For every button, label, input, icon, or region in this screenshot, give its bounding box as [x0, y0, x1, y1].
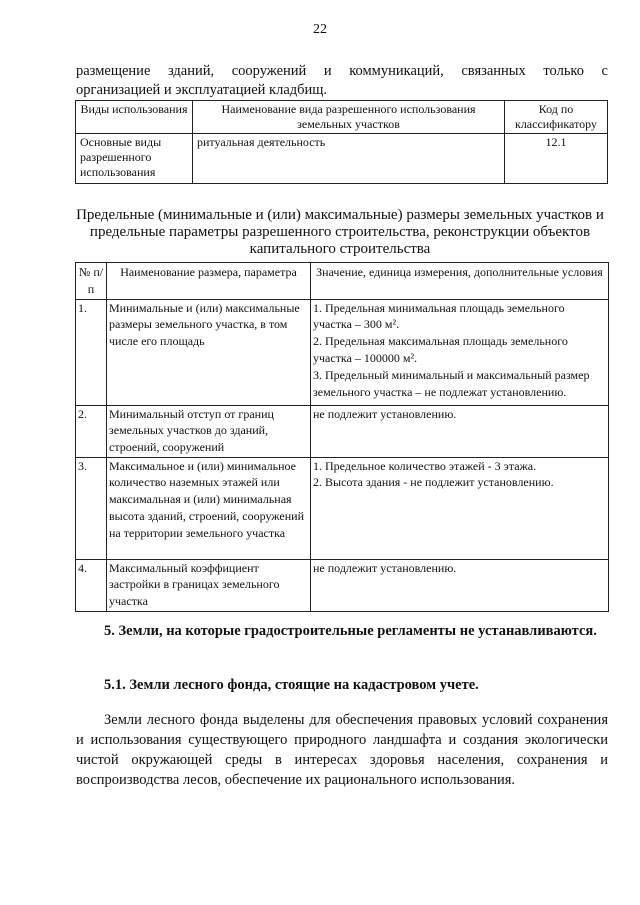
table-header-row [76, 101, 608, 134]
table-row [76, 299, 609, 405]
row-value [311, 299, 609, 405]
header-code: Код по классификатору [505, 101, 608, 134]
header-use-type: Виды использования [76, 101, 193, 134]
section-5-1-body: Земли лесного фонда выделены для обеспечения правовых условий сохранения и использования существующего природного ландшафта и создания экологически чистой окружающей среды в интересах здоровья населения, сохранения и воспроизводства лесов, обеспечение их рационального использования. [76, 712, 608, 788]
row-param: Максимальное и (или) минимальное количество наземных этажей или максимальная и (или) минимальная высота зданий, строений, сооружений на территории земельного участка [107, 457, 311, 559]
table-header-row [76, 263, 609, 300]
limits-table [75, 262, 609, 612]
cell-use-name: ритуальная деятельность [193, 134, 505, 184]
row-number: 1. [76, 299, 107, 405]
value-line: 2. Высота здания - не подлежит установлению. [313, 475, 554, 490]
intro-line-2: организацией и эксплуатацией кладбищ. [76, 82, 328, 98]
row-value [311, 405, 609, 457]
row-param: Минимальный отступ от границ земельных участков до зданий, строений, сооружений [107, 405, 311, 457]
table-row [76, 559, 609, 611]
row-number: 3. [76, 457, 107, 559]
row-param: Максимальный коэффициент застройки в границах земельного участка [107, 559, 311, 611]
value-line: не подлежит установлению. [313, 560, 457, 575]
table-row [76, 134, 608, 184]
value-line: 3. Предельный минимальный и максимальный размер земельного участка – не подлежат установлению. [313, 367, 590, 399]
permitted-use-table [75, 100, 608, 184]
row-param: Минимальные и (или) максимальные размеры земельного участка, в том числе его площадь [107, 299, 311, 405]
section-5-title: 5. Земли, на которые градостроительные регламенты не устанавливаются. [104, 623, 597, 639]
table-row [76, 457, 609, 559]
page-number: 22 [313, 22, 327, 37]
value-line: 2. Предельная максимальная площадь земельного участка – 100000 м². [313, 334, 568, 365]
cell-use-type: Основные виды разрешенного использования [76, 134, 193, 184]
row-value [311, 559, 609, 611]
row-number: 4. [76, 559, 107, 611]
intro-paragraph [76, 62, 608, 100]
table-row [76, 405, 609, 457]
header-use-name: Наименование вида разрешенного использования земельных участков [193, 101, 505, 134]
value-line: 1. Предельное количество этажей - 3 этажа. [313, 458, 537, 473]
limits-heading: Предельные (минимальные и (или) максимальные) размеры земельных участков и предельные параметры разрешенного строительства, реконструкции объектов капитального строительства [76, 207, 604, 257]
header-value: Значение, единица измерения, дополнительные условия [311, 263, 609, 300]
value-line: не подлежит установлению. [313, 406, 457, 421]
section-5-1-title: 5.1. Земли лесного фонда, стоящие на кадастровом учете. [104, 677, 479, 693]
row-number: 2. [76, 405, 107, 457]
value-line: 1. Предельная минимальная площадь земельного участка – 300 м². [313, 300, 565, 332]
row-value [311, 457, 609, 559]
cell-code: 12.1 [505, 134, 608, 184]
intro-line-1: размещение зданий, сооружений и коммуникаций, связанных только с [76, 63, 608, 79]
header-param: Наименование размера, параметра [107, 263, 311, 300]
header-num: № п/п [76, 263, 107, 300]
